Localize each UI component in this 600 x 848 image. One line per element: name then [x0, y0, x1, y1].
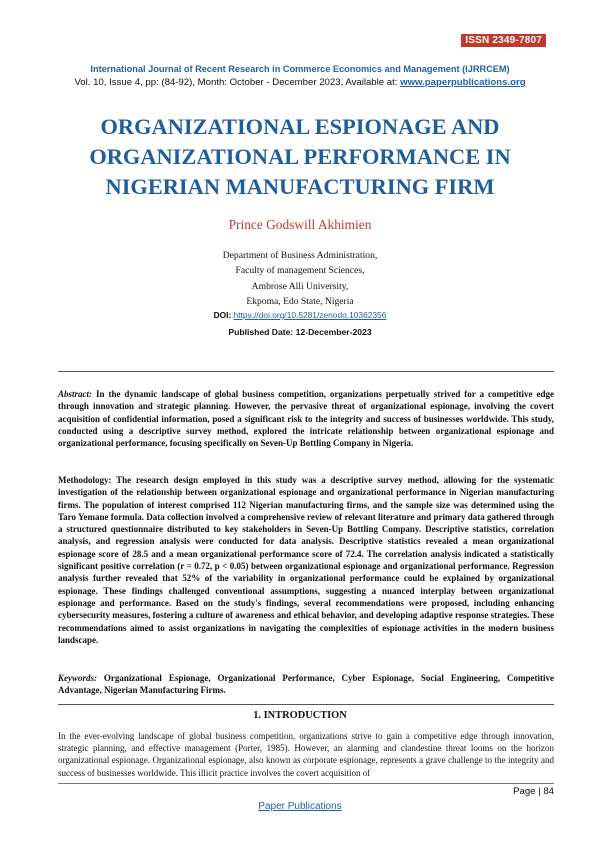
paper-title: ORGANIZATIONAL ESPIONAGE AND ORGANIZATIONAL PERFORMANCE IN NIGERIAN MANUFACTURING FIRM: [89, 114, 511, 199]
footer-divider: [58, 783, 554, 784]
introduction-text: In the ever-evolving landscape of global business competition, organizations strive to gain a competitive edge through innovation, strategic planning, and effective management (Porter, 1985). However, an alarming and clandestine threat looms on the horizon organizational espionage. Organizational espionage, also known as corporate espionage, represents a grave challenge to the integrity and success of businesses worldwide. This illicit practice involves the covert acquisition of: [58, 731, 554, 778]
published-date: Published Date: 12-December-2023: [228, 327, 372, 337]
abstract-text: In the dynamic landscape of global business competition, organizations perpetually strived for a competitive edge through innovation and strategic planning. However, the pervasive threat of organizational espionage, involving the covert acquisition of confidential information, posed a significant risk to the integrity and success of businesses worldwide. This study, conducted using a descriptive survey method, explored the intricate relationship between organizational espionage and organizational performance, focusing specifically on Seven-Up Bottling Company in Nigeria.: [58, 389, 554, 449]
section-heading: 1. INTRODUCTION: [253, 710, 347, 721]
publisher-link[interactable]: Paper Publications: [258, 801, 342, 812]
journal-website-link[interactable]: www.paperpublications.org: [400, 77, 526, 88]
volume-line: [0, 77, 600, 88]
keywords-paragraph: [58, 672, 554, 697]
abstract-paragraph: [58, 388, 554, 449]
affiliation-line: Ekpoma, Edo State, Nigeria: [246, 295, 354, 307]
doi-label: DOI:: [213, 310, 234, 320]
doi-link[interactable]: https://doi.org/10.5281/zenodo.10362356: [233, 310, 387, 320]
author-name: Prince Godswill Akhimien: [228, 217, 372, 232]
affiliation-line: Ambrose Alli University,: [251, 280, 349, 292]
affiliation-line: Faculty of management Sciences,: [235, 265, 365, 277]
issn-badge: ISSN 2349-7807: [461, 34, 546, 47]
divider: [58, 371, 554, 372]
methodology-paragraph: Methodology: The research design employed in this study was a descriptive survey method, allowing for the systematic investigation of the relationship between organizational espionage and organizational performance in Nigerian manufacturing firms. The population of interest comprised 112 Nigerian manufacturing firms, and the sample size was determined using the Taro Yemane formula. Data collection involved a comprehensive review of relevant literature and primary data gathered through a structured questionnaire distributed to key stakeholders in Seven-Up Bottling Company. Descriptive statistics, correlation analysis, and regression analysis were conducted for data analysis. Descriptive statistics revealed a mean organizational espionage score of 28.5 and a mean organizational performance score of 72.4. The correlation analysis indicated a statistically significant positive correlation (r = 0.72, p < 0.05) between organizational espionage and organizational performance. Regression analysis further revealed that 52% of the variability in organizational performance could be explained by organizational espionage. These findings challenged conventional assumptions, suggesting a nuanced interplay between organizational espionage and performance. Based on the study's findings, several recommendations were proposed, including enhancing cybersecurity measures, fostering a culture of awareness and ethical behavior, and developing adaptive response strategies. These recommendations aimed to assist organizations in navigating the complexities of espionage activities in the modern business landscape.: [58, 475, 554, 645]
divider: [58, 704, 554, 705]
volume-text: Vol. 10, Issue 4, pp: (84-92), Month: October - December 2023, Available at:: [74, 77, 401, 88]
affiliation-line: Department of Business Administration,: [222, 250, 378, 261]
journal-name: International Journal of Recent Research in Commerce Economics and Management (IJRRCEM): [90, 64, 510, 74]
keywords-text: Organizational Espionage, Organizational Performance, Cyber Espionage, Social Engineering, Competitive Advantage, Nigerian Manufacturing Firms.: [58, 673, 554, 696]
keywords-label: Keywords:: [58, 673, 97, 683]
affiliation: [0, 248, 600, 309]
doi-line: [0, 310, 600, 320]
page-number: Page | 84: [513, 786, 554, 797]
abstract-label: Abstract:: [58, 389, 93, 399]
